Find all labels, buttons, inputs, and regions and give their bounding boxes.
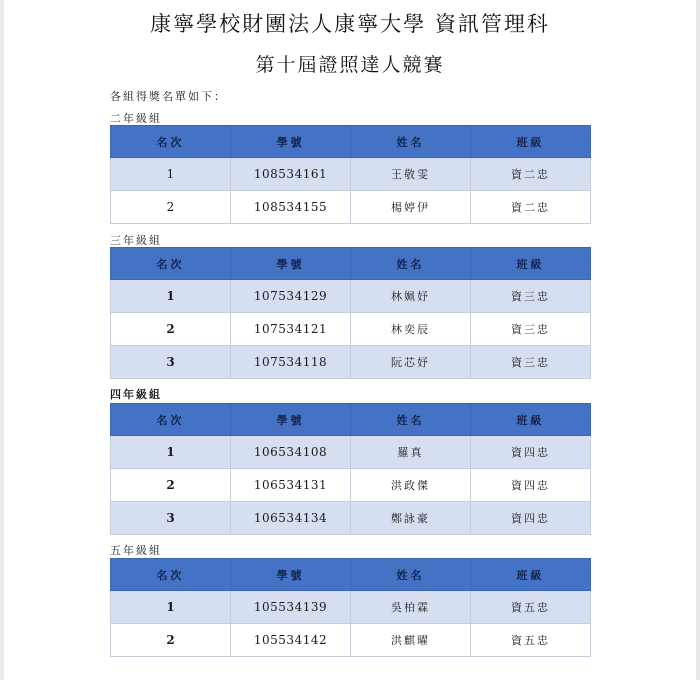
column-header-rank: 名次 xyxy=(111,559,231,591)
table-header-row xyxy=(111,404,591,436)
document-title: 康寧學校財團法人康寧大學 資訊管理科 xyxy=(150,12,550,36)
column-header-student-id: 學號 xyxy=(231,126,351,158)
student-id-cell: 108534161 xyxy=(231,158,351,191)
column-header-rank: 名次 xyxy=(111,248,231,280)
class-cell: 資三忠 xyxy=(471,346,591,379)
student-id-cell: 108534155 xyxy=(231,191,351,224)
column-header-class: 班級 xyxy=(471,559,591,591)
name-cell: 楊婷伊 xyxy=(351,191,471,224)
column-header-student-id: 學號 xyxy=(231,404,351,436)
student-id-cell: 106534108 xyxy=(231,436,351,469)
name-cell: 鄭詠豪 xyxy=(351,502,471,535)
group-label-grade2: 二年級組 xyxy=(110,112,162,125)
column-header-class: 班級 xyxy=(471,126,591,158)
class-cell: 資二忠 xyxy=(471,191,591,224)
class-cell: 資四忠 xyxy=(471,502,591,535)
name-cell: 洪麒曜 xyxy=(351,624,471,657)
rank-cell: 1 xyxy=(111,280,231,313)
table-row xyxy=(111,158,591,191)
column-header-rank: 名次 xyxy=(111,126,231,158)
column-header-student-id: 學號 xyxy=(231,248,351,280)
rank-cell: 2 xyxy=(111,191,231,224)
name-cell: 羅真 xyxy=(351,436,471,469)
table-row xyxy=(111,624,591,657)
column-header-class: 班級 xyxy=(471,404,591,436)
table-row xyxy=(111,313,591,346)
document-subtitle: 第十屆證照達人競賽 xyxy=(255,54,445,76)
class-cell: 資二忠 xyxy=(471,158,591,191)
table-row xyxy=(111,436,591,469)
class-cell: 資四忠 xyxy=(471,436,591,469)
student-id-cell: 105534139 xyxy=(231,591,351,624)
student-id-cell: 106534134 xyxy=(231,502,351,535)
rank-cell: 1 xyxy=(111,158,231,191)
name-cell: 阮芯妤 xyxy=(351,346,471,379)
rank-cell: 2 xyxy=(111,469,231,502)
class-cell: 資三忠 xyxy=(471,313,591,346)
name-cell: 吳柏霖 xyxy=(351,591,471,624)
awards-table-grade5 xyxy=(110,558,591,657)
rank-cell: 3 xyxy=(111,502,231,535)
student-id-cell: 107534129 xyxy=(231,280,351,313)
table-row xyxy=(111,591,591,624)
intro-text: 各組得獎名單如下： xyxy=(110,90,227,103)
student-id-cell: 107534121 xyxy=(231,313,351,346)
table-row xyxy=(111,469,591,502)
awards-table-grade2 xyxy=(110,125,591,224)
student-id-cell: 107534118 xyxy=(231,346,351,379)
class-cell: 資五忠 xyxy=(471,591,591,624)
name-cell: 林姵妤 xyxy=(351,280,471,313)
table-row xyxy=(111,502,591,535)
name-cell: 林奕辰 xyxy=(351,313,471,346)
group-label-grade5: 五年級組 xyxy=(110,544,162,557)
table-row xyxy=(111,191,591,224)
table-row xyxy=(111,280,591,313)
column-header-class: 班級 xyxy=(471,248,591,280)
group-label-grade4: 四年級組 xyxy=(110,388,162,401)
column-header-name: 姓名 xyxy=(351,126,471,158)
column-header-name: 姓名 xyxy=(351,559,471,591)
group-label-grade3: 三年級組 xyxy=(110,234,162,247)
column-header-rank: 名次 xyxy=(111,404,231,436)
table-header-row xyxy=(111,126,591,158)
rank-cell: 3 xyxy=(111,346,231,379)
class-cell: 資四忠 xyxy=(471,469,591,502)
rank-cell: 2 xyxy=(111,313,231,346)
class-cell: 資三忠 xyxy=(471,280,591,313)
rank-cell: 1 xyxy=(111,591,231,624)
table-header-row xyxy=(111,248,591,280)
rank-cell: 1 xyxy=(111,436,231,469)
student-id-cell: 105534142 xyxy=(231,624,351,657)
awards-table-grade4 xyxy=(110,403,591,535)
table-header-row xyxy=(111,559,591,591)
document-page xyxy=(4,0,696,680)
column-header-name: 姓名 xyxy=(351,248,471,280)
class-cell: 資五忠 xyxy=(471,624,591,657)
rank-cell: 2 xyxy=(111,624,231,657)
table-row xyxy=(111,346,591,379)
name-cell: 王敬雯 xyxy=(351,158,471,191)
awards-table-grade3 xyxy=(110,247,591,379)
name-cell: 洪政傑 xyxy=(351,469,471,502)
student-id-cell: 106534131 xyxy=(231,469,351,502)
column-header-name: 姓名 xyxy=(351,404,471,436)
column-header-student-id: 學號 xyxy=(231,559,351,591)
